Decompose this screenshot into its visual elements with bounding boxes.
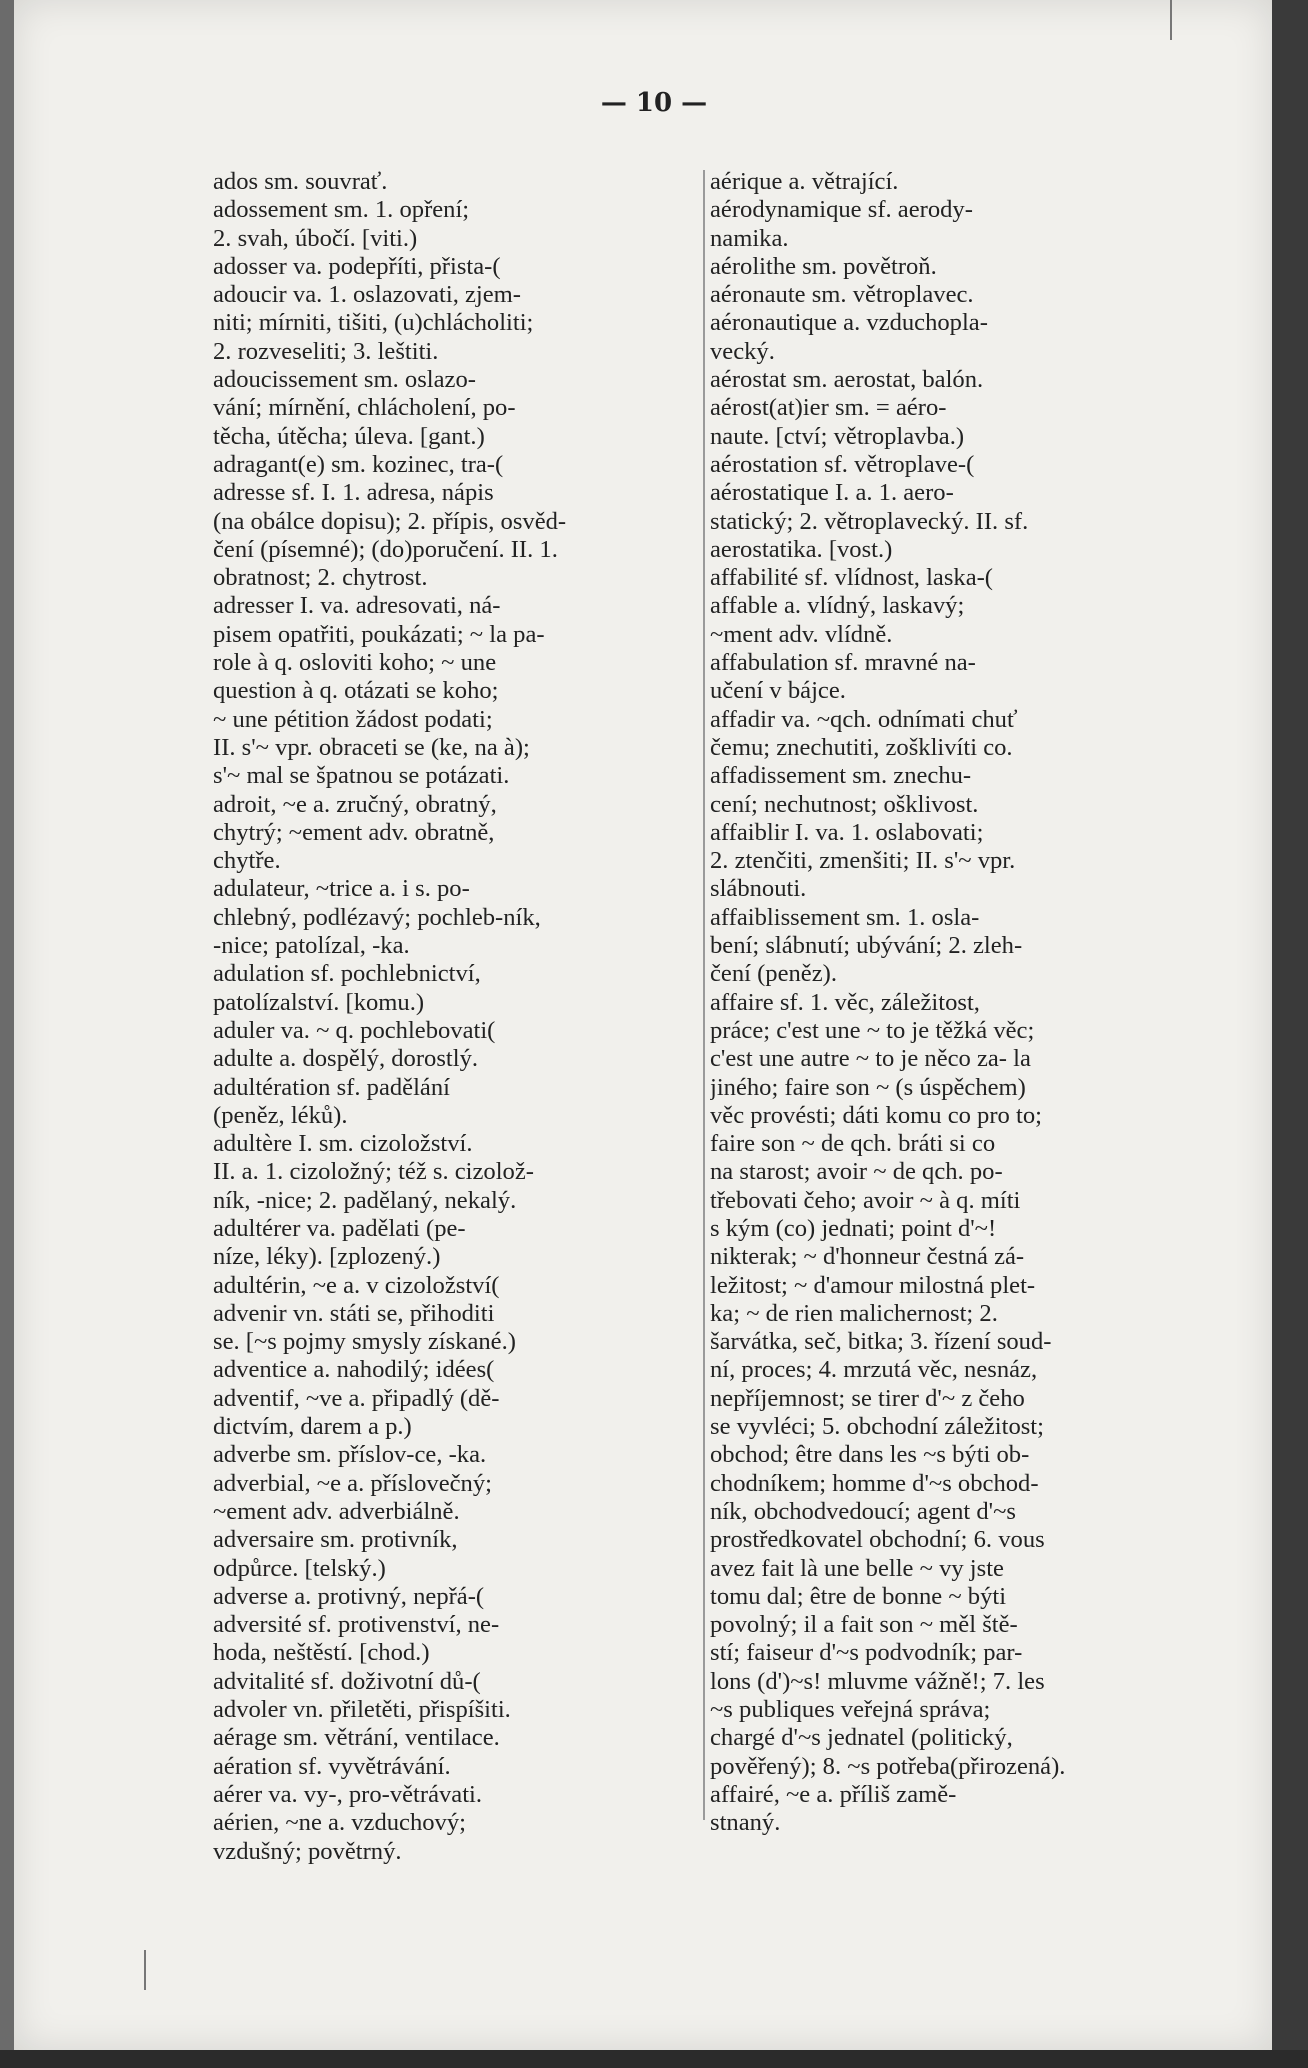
dictionary-line: II. a. 1. cizoložný; též s. cizolož- xyxy=(213,1158,534,1186)
dictionary-line: s kým (co) jednati; point d'~! xyxy=(710,1214,997,1242)
dictionary-line: adultère I. sm. cizoložství. xyxy=(213,1130,473,1158)
dictionary-line: avez fait là une belle ~ vy jste xyxy=(710,1554,1004,1582)
dictionary-line: bení; slábnutí; ubývání; 2. zleh- xyxy=(710,932,1023,960)
dictionary-line: aérolithe sm. povětroň. xyxy=(710,252,937,280)
left-column xyxy=(213,168,706,1866)
dictionary-line: role à q. osloviti koho; ~ une xyxy=(213,649,497,677)
dictionary-line: těcha, útěcha; úleva. [gant.) xyxy=(213,422,485,450)
dictionary-line: chodníkem; homme d'~s obchod- xyxy=(710,1469,1039,1497)
dictionary-line: lons (d')~s! mluvme vážně!; 7. les xyxy=(710,1667,1045,1695)
dictionary-line: c'est une autre ~ to je něco za- la xyxy=(710,1045,1031,1073)
dictionary-line: aduler va. ~ q. pochlebovati( xyxy=(213,1016,496,1044)
dictionary-line: nepříjemnost; se tirer d'~ z čeho xyxy=(710,1384,1025,1412)
dictionary-line: tomu dal; être de bonne ~ býti xyxy=(710,1582,1007,1610)
dictionary-line: aérique a. větrající. xyxy=(710,168,899,195)
dictionary-line: aéronaute sm. větroplavec. xyxy=(710,281,974,309)
dictionary-line: chlebný, podlézavý; pochleb-ník, xyxy=(213,903,541,931)
dictionary-line: pověřený); 8. ~s potřeba(přirozená). xyxy=(710,1752,1066,1780)
dictionary-line: 2. ztenčiti, zmenšiti; II. s'~ vpr. xyxy=(710,847,1016,875)
page-right-edge xyxy=(1272,0,1308,2068)
dictionary-line: affadissement sm. znechu- xyxy=(710,762,972,790)
dictionary-line: adverse a. protivný, nepřá-( xyxy=(213,1582,485,1610)
dictionary-line: se. [~s pojmy smysly získané.) xyxy=(213,1328,516,1356)
dictionary-line: hoda, neštěstí. [chod.) xyxy=(213,1639,430,1667)
dictionary-line: slábnouti. xyxy=(710,875,807,903)
dictionary-line: adragant(e) sm. kozinec, tra-( xyxy=(213,450,504,478)
dictionary-line: ník, obchodvedoucí; agent d'~s xyxy=(710,1497,1016,1525)
dictionary-line: aerostatika. [vost.) xyxy=(710,535,893,563)
dictionary-line: patolízalství. [komu.) xyxy=(213,988,425,1016)
dictionary-line: adventice a. nahodilý; idées( xyxy=(213,1356,495,1384)
dictionary-line: affabilité sf. vlídnost, laska-( xyxy=(710,564,993,592)
dictionary-line: aérodynamique sf. aerody- xyxy=(710,196,973,224)
dictionary-line: adossement sm. 1. opření; xyxy=(213,196,470,224)
dictionary-line: se vyvléci; 5. obchodní záležitost; xyxy=(710,1413,1044,1441)
dictionary-line: affaire sf. 1. věc, záležitost, xyxy=(710,988,980,1016)
dictionary-line: 2. svah, úbočí. [viti.) xyxy=(213,224,418,252)
dictionary-line: ~ une pétition žádost podati; xyxy=(213,705,493,733)
page-number: — 10 — xyxy=(600,88,708,118)
dictionary-line: adulateur, ~trice a. i s. po- xyxy=(213,875,470,903)
dictionary-line: obratnost; 2. chytrost. xyxy=(213,564,428,592)
dictionary-line: obchod; être dans les ~s býti ob- xyxy=(710,1441,1030,1469)
dictionary-line: dictvím, darem a p.) xyxy=(213,1413,412,1441)
dictionary-line: ~ement adv. adverbiálně. xyxy=(213,1497,460,1525)
dictionary-line: čení (peněz). xyxy=(710,960,837,988)
dictionary-line: prostředkovatel obchodní; 6. vous xyxy=(710,1526,1045,1554)
dictionary-line: advitalité sf. doživotní dů-( xyxy=(213,1667,481,1695)
dictionary-line: ležitost; ~ d'amour milostná plet- xyxy=(710,1271,1036,1299)
scan-mark xyxy=(1170,0,1172,40)
dictionary-line: povolný; il a fait son ~ měl ště- xyxy=(710,1611,1018,1639)
dictionary-line: učení v bájce. xyxy=(710,677,846,705)
dictionary-line: stí; faiseur d'~s podvodník; par- xyxy=(710,1639,1023,1667)
dictionary-line: aérostat sm. aerostat, balón. xyxy=(710,366,984,394)
dictionary-line: adosser va. podepříti, přista-( xyxy=(213,252,501,280)
dictionary-line: adversité sf. protivenství, ne- xyxy=(213,1611,500,1639)
dictionary-line: pisem opatřiti, poukázati; ~ la pa- xyxy=(213,620,545,648)
dictionary-line: odpůrce. [telský.) xyxy=(213,1554,386,1582)
dictionary-line: (peněz, léků). xyxy=(213,1101,348,1129)
dictionary-line: aération sf. vyvětrávání. xyxy=(213,1752,451,1780)
dictionary-line: níze, léky). [zplozený.) xyxy=(213,1243,441,1271)
dictionary-line: aérien, ~ne a. vzduchový; xyxy=(213,1809,466,1837)
dictionary-line: chargé d'~s jednatel (politický, xyxy=(710,1724,1013,1752)
dictionary-line: jiného; faire son ~ (s úspěchem) xyxy=(710,1073,1026,1101)
dictionary-line: věc provésti; dáti komu co pro to; xyxy=(710,1101,1042,1129)
dictionary-line: adroit, ~e a. zručný, obratný, xyxy=(213,790,497,818)
dictionary-line: na starost; avoir ~ de qch. po- xyxy=(710,1158,1003,1186)
dictionary-line: práce; c'est une ~ to je těžká věc; xyxy=(710,1016,1035,1044)
dictionary-line: adultérer va. padělati (pe- xyxy=(213,1214,466,1242)
dictionary-line: aérostatique I. a. 1. aero- xyxy=(710,479,954,507)
dictionary-line: adultération sf. padělání xyxy=(213,1073,450,1101)
dictionary-line: niti; mírniti, tišiti, (u)chlácholiti; xyxy=(213,309,534,337)
dictionary-line: ní, proces; 4. mrzutá věc, nesnáz, xyxy=(710,1356,1038,1384)
dictionary-line: vzdušný; povětrný. xyxy=(213,1837,402,1865)
dictionary-line: stnaný. xyxy=(710,1809,781,1837)
dictionary-line: affable a. vlídný, laskavý; xyxy=(710,592,965,620)
dictionary-line: vecký. xyxy=(710,337,775,365)
dictionary-line: affairé, ~e a. příliš zamě- xyxy=(710,1780,957,1808)
dictionary-line: ník, -nice; 2. padělaný, nekalý. xyxy=(213,1186,517,1214)
dictionary-line: ka; ~ de rien malichernost; 2. xyxy=(710,1299,998,1327)
dictionary-line: adventif, ~ve a. připadlý (dě- xyxy=(213,1384,500,1412)
dictionary-line: adverbial, ~e a. příslovečný; xyxy=(213,1469,492,1497)
dictionary-line: faire son ~ de qch. bráti si co xyxy=(710,1130,996,1158)
dictionary-line: ados sm. souvrať. xyxy=(213,168,388,195)
dictionary-line: chytře. xyxy=(213,847,281,875)
dictionary-line: affadir va. ~qch. odnímati chuť xyxy=(710,705,1018,733)
dictionary-line: vání; mírnění, chlácholení, po- xyxy=(213,394,516,422)
dictionary-line: adulation sf. pochlebnictví, xyxy=(213,960,481,988)
dictionary-line: cení; nechutnost; ošklivost. xyxy=(710,790,979,818)
dictionary-line: chytrý; ~ement adv. obratně, xyxy=(213,818,495,846)
dictionary-line: čemu; znechutiti, zošklivíti co. xyxy=(710,733,1013,761)
dictionary-line: aérostation sf. větroplave-( xyxy=(710,450,975,478)
dictionary-line: adulte a. dospělý, dorostlý. xyxy=(213,1045,479,1073)
dictionary-line: statický; 2. větroplavecký. II. sf. xyxy=(710,507,1029,535)
dictionary-line: čení (písemné); (do)poručení. II. 1. xyxy=(213,535,558,563)
dictionary-line: adoucir va. 1. oslazovati, zjem- xyxy=(213,281,521,309)
dictionary-line: (na obálce dopisu); 2. přípis, osvěd- xyxy=(213,507,567,535)
dictionary-line: ~ment adv. vlídně. xyxy=(710,620,893,648)
dictionary-line: II. s'~ vpr. obraceti se (ke, na à); xyxy=(213,733,530,761)
dictionary-line: -nice; patolízal, -ka. xyxy=(213,932,410,960)
dictionary-line: adresser I. va. adresovati, ná- xyxy=(213,592,501,620)
dictionary-line: šarvátka, seč, bitka; 3. řízení soud- xyxy=(710,1328,1052,1356)
dictionary-line: question à q. otázati se koho; xyxy=(213,677,499,705)
dictionary-line: adverbe sm. příslov-ce, -ka. xyxy=(213,1441,487,1469)
right-column xyxy=(710,168,1188,1838)
dictionary-line: s'~ mal se špatnou se potázati. xyxy=(213,762,510,790)
scan-mark xyxy=(144,1950,146,1990)
dictionary-line: advoler vn. přiletěti, přispíšiti. xyxy=(213,1696,511,1724)
dictionary-line: advenir vn. státi se, přihoditi xyxy=(213,1299,495,1327)
dictionary-line: affabulation sf. mravné na- xyxy=(710,649,976,677)
dictionary-line: adultérin, ~e a. v cizoložství( xyxy=(213,1271,500,1299)
dictionary-line: namika. xyxy=(710,224,789,252)
dictionary-line: aérage sm. větrání, ventilace. xyxy=(213,1724,500,1752)
dictionary-line: naute. [ctví; větroplavba.) xyxy=(710,422,965,450)
dictionary-line: třebovati čeho; avoir ~ à q. míti xyxy=(710,1186,1021,1214)
dictionary-line: ~s publiques veřejná správa; xyxy=(710,1696,991,1724)
dictionary-line: adoucissement sm. oslazo- xyxy=(213,366,476,394)
column-divider xyxy=(703,170,705,1820)
dictionary-line: aérer va. vy-, pro-větrávati. xyxy=(213,1780,483,1808)
dictionary-line: aérost(at)ier sm. = aéro- xyxy=(710,394,947,422)
dictionary-line: nikterak; ~ d'honneur čestná zá- xyxy=(710,1243,1025,1271)
dictionary-line: affaiblissement sm. 1. osla- xyxy=(710,903,980,931)
dictionary-line: affaiblir I. va. 1. oslabovati; xyxy=(710,818,984,846)
dictionary-line: 2. rozveseliti; 3. leštiti. xyxy=(213,337,439,365)
dictionary-line: adversaire sm. protivník, xyxy=(213,1526,458,1554)
page-bottom-edge xyxy=(0,2050,1308,2068)
dictionary-line: aéronautique a. vzduchopla- xyxy=(710,309,988,337)
dictionary-line: adresse sf. I. 1. adresa, nápis xyxy=(213,479,494,507)
